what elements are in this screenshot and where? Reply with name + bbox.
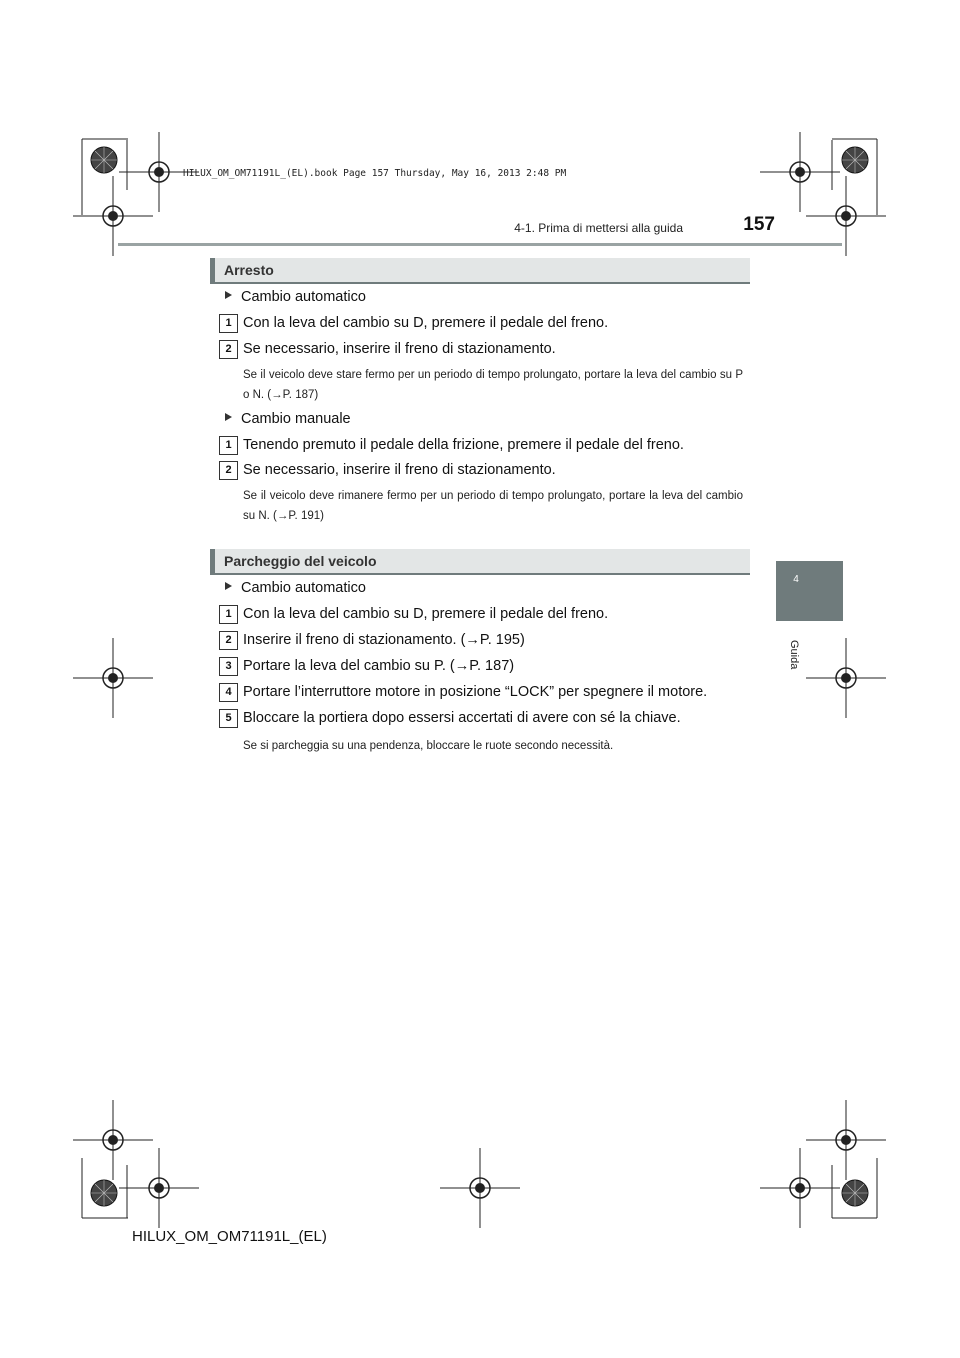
section-heading-parcheggio bbox=[210, 549, 750, 575]
page-number: 157 bbox=[743, 214, 775, 235]
triangle-bullet-icon bbox=[225, 582, 232, 590]
wheel-mark-bottom-left bbox=[91, 1180, 117, 1206]
document-code-footer: HILUX_OM_OM71191L_(EL) bbox=[132, 1228, 327, 1245]
crosshair-mark-left-bottom bbox=[73, 1100, 153, 1180]
crosshair-mark-left-middle bbox=[73, 638, 153, 718]
book-info-header: HILUX_OM_OM71191L_(EL).book Page 157 Thursday, May 16, 2013 2:48 PM bbox=[183, 168, 567, 179]
step-text: Bloccare la portiera dopo essersi accertati di avere con sé la chiave. bbox=[243, 710, 681, 726]
chapter-number: 4 bbox=[793, 574, 799, 585]
step-text: Portare la leva del cambio su P. (→P. 187) bbox=[243, 658, 515, 674]
step-number-badge: 2 bbox=[219, 631, 238, 650]
note-text: Se il veicolo deve rimanere fermo per un periodo di tempo prolungato, portare la leva del cambio su N. (→P. 191) bbox=[243, 490, 743, 522]
section-heading-arresto bbox=[210, 258, 750, 284]
step-number-badge: 1 bbox=[219, 436, 238, 455]
wheel-mark-top-right bbox=[842, 147, 868, 173]
triangle-bullet-icon bbox=[225, 413, 232, 421]
bullet-item bbox=[225, 289, 366, 305]
bullet-label: Cambio manuale bbox=[241, 411, 351, 427]
step-text: Se necessario, inserire il freno di stazionamento. bbox=[243, 462, 556, 478]
step-text: Inserire il freno di stazionamento. (→P. 195) bbox=[243, 632, 525, 648]
step-text: Con la leva del cambio su D, premere il pedale del freno. bbox=[243, 315, 609, 331]
step-number-badge: 5 bbox=[219, 709, 238, 728]
bullet-item bbox=[225, 411, 351, 427]
header-rule bbox=[118, 243, 842, 246]
step-number-badge: 2 bbox=[219, 340, 238, 359]
crosshair-mark-bottom-center bbox=[440, 1148, 520, 1228]
step-text: Portare l’interruttore motore in posizione “LOCK” per spegnere il motore. bbox=[243, 684, 708, 700]
crosshair-mark-bottom-left bbox=[119, 1148, 199, 1228]
wheel-mark-bottom-right bbox=[842, 1180, 868, 1206]
step-number-badge: 2 bbox=[219, 461, 238, 480]
step-number-badge: 1 bbox=[219, 314, 238, 333]
step-text: Con la leva del cambio su D, premere il pedale del freno. bbox=[243, 606, 609, 622]
step-number-badge: 4 bbox=[219, 683, 238, 702]
note-text: Se il veicolo deve stare fermo per un periodo di tempo prolungato, portare la leva del cambio su P o N. (→P. 187) bbox=[243, 369, 743, 401]
note-text: Se si parcheggia su una pendenza, bloccare le ruote secondo necessità. bbox=[243, 740, 614, 752]
crosshair-mark-right-bottom bbox=[806, 1100, 886, 1180]
crosshair-mark-top-right bbox=[760, 132, 840, 212]
chapter-label-container bbox=[787, 640, 801, 680]
crosshair-mark-bottom-right bbox=[760, 1148, 840, 1228]
section-heading-text: Parcheggio del veicolo bbox=[224, 553, 377, 569]
step-text: Tenendo premuto il pedale della frizione, premere il pedale del freno. bbox=[243, 437, 684, 453]
chapter-label: Guida bbox=[788, 640, 800, 670]
step-number-badge: 1 bbox=[219, 605, 238, 624]
bullet-label: Cambio automatico bbox=[241, 580, 366, 596]
triangle-bullet-icon bbox=[225, 291, 232, 299]
step-text: Se necessario, inserire il freno di stazionamento. bbox=[243, 341, 556, 357]
section-heading-text: Arresto bbox=[224, 262, 274, 278]
bullet-item bbox=[225, 580, 366, 596]
section-title: 4-1. Prima di mettersi alla guida bbox=[514, 221, 683, 235]
wheel-mark-top-left bbox=[91, 147, 117, 173]
crosshair-mark-right-middle bbox=[806, 638, 886, 718]
chapter-tab bbox=[776, 561, 843, 621]
step-number-badge: 3 bbox=[219, 657, 238, 676]
bullet-label: Cambio automatico bbox=[241, 289, 366, 305]
